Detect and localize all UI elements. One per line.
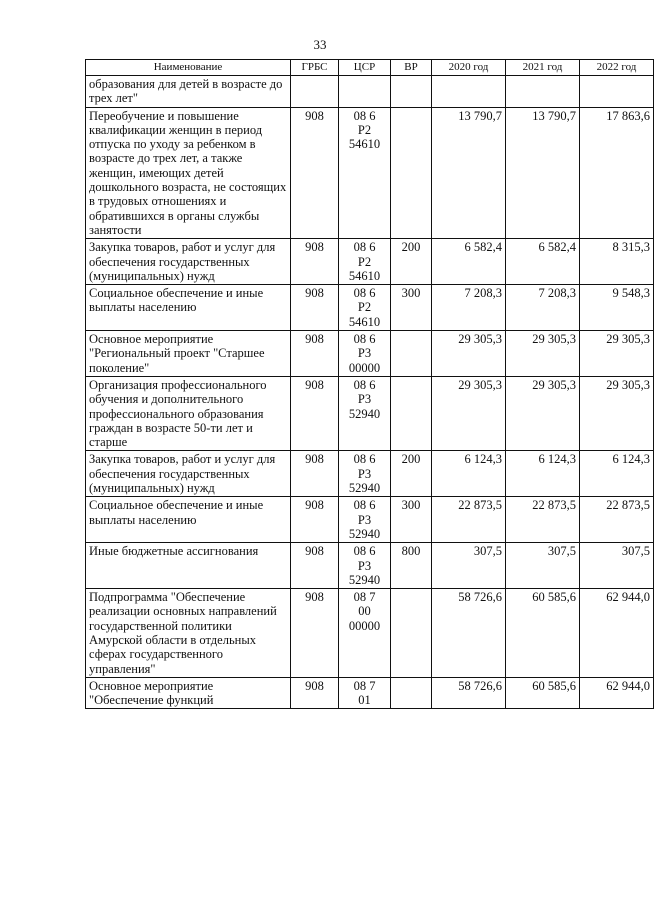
row-csr [339,677,391,709]
header-vr: ВР [391,60,432,76]
row-2020: 307,5 [432,543,506,589]
row-2021: 7 208,3 [506,285,580,331]
row-name: Социальное обеспечение и иные выплаты населению [86,285,291,331]
table-row [86,451,654,497]
row-csr-part: 08 7 [353,590,376,605]
row-csr [339,76,391,108]
row-csr [339,107,391,239]
row-csr [339,451,391,497]
table-row [86,589,654,678]
row-csr-part: 08 6 [353,544,376,559]
row-name: Организация профессионального обучения и дополнительного профессионального образования граждан в возрасте 50-ти лет и старше [86,376,291,450]
row-2021: 6 124,3 [506,451,580,497]
row-2020: 13 790,7 [432,107,506,239]
row-csr-part: 52940 [348,406,381,421]
row-csr-part: 52940 [348,526,381,541]
header-2022: 2022 год [580,60,654,76]
row-vr: 300 [391,497,432,543]
row-vr: 800 [391,543,432,589]
row-vr [391,76,432,108]
header-2021: 2021 год [506,60,580,76]
row-grbs: 908 [291,497,339,543]
row-csr-part: P2 [357,300,372,315]
row-csr-part: P3 [357,392,372,407]
table-row [86,107,654,239]
row-2021: 29 305,3 [506,376,580,450]
row-csr-part: 00 [358,604,371,619]
table-row [86,376,654,450]
row-csr-part: 08 6 [353,108,376,123]
row-2022: 29 305,3 [580,331,654,377]
table-row [86,76,654,108]
header-csr: ЦСР [339,60,391,76]
table-row [86,677,654,709]
row-2022: 62 944,0 [580,589,654,678]
row-2021: 60 585,6 [506,677,580,709]
row-2021: 29 305,3 [506,331,580,377]
row-csr [339,285,391,331]
row-csr-part: 00000 [348,618,381,633]
row-vr: 200 [391,239,432,285]
header-name: Наименование [86,60,291,76]
row-csr [339,543,391,589]
header-2020: 2020 год [432,60,506,76]
row-csr-part: 08 6 [353,332,376,347]
table-row [86,497,654,543]
table-header-row [86,60,654,76]
row-vr [391,677,432,709]
table-row [86,543,654,589]
table-row [86,239,654,285]
row-name: Переобучение и повышение квалификации женщин в период отпуска по уходу за ребенком в возрасте до трех лет, а также женщин, имеющих детей дошкольного возраста, не состоящих в трудовых отношениях и обратившихся в органы службы занятости [86,107,291,239]
row-csr-part: 54610 [348,314,381,329]
row-grbs: 908 [291,239,339,285]
table-row [86,285,654,331]
row-csr-part: P3 [357,512,372,527]
row-grbs: 908 [291,331,339,377]
row-grbs: 908 [291,589,339,678]
row-2022: 17 863,6 [580,107,654,239]
row-csr-part: P3 [357,466,372,481]
row-csr [339,331,391,377]
row-2022: 6 124,3 [580,451,654,497]
row-2020: 6 124,3 [432,451,506,497]
row-grbs: 908 [291,376,339,450]
row-grbs: 908 [291,451,339,497]
row-2022: 29 305,3 [580,376,654,450]
row-2020: 58 726,6 [432,677,506,709]
table-row [86,331,654,377]
row-2020: 58 726,6 [432,589,506,678]
row-2020: 29 305,3 [432,376,506,450]
row-name: Закупка товаров, работ и услуг для обеспечения государственных (муниципальных) нужд [86,239,291,285]
row-vr: 200 [391,451,432,497]
budget-table [85,59,654,709]
row-name: Иные бюджетные ассигнования [86,543,291,589]
row-2021: 60 585,6 [506,589,580,678]
row-csr-part: 01 [358,693,371,708]
row-csr-part: 52940 [348,572,381,587]
row-csr-part: 08 7 [353,678,376,693]
row-vr [391,376,432,450]
row-2020 [432,76,506,108]
row-2021: 13 790,7 [506,107,580,239]
row-2021: 6 582,4 [506,239,580,285]
row-csr-part: 52940 [348,481,381,496]
row-csr-part: P3 [357,558,372,573]
row-csr-part: 08 6 [353,240,376,255]
row-2021: 22 873,5 [506,497,580,543]
row-grbs: 908 [291,677,339,709]
row-2020: 6 582,4 [432,239,506,285]
row-grbs: 908 [291,285,339,331]
row-grbs: 908 [291,543,339,589]
row-2020: 22 873,5 [432,497,506,543]
row-2022: 8 315,3 [580,239,654,285]
row-vr [391,331,432,377]
row-2022: 9 548,3 [580,285,654,331]
row-csr [339,376,391,450]
row-vr [391,589,432,678]
row-csr [339,589,391,678]
row-csr-part: 54610 [348,268,381,283]
row-2022: 307,5 [580,543,654,589]
row-name: Подпрограмма "Обеспечение реализации основных направлений государственной политики Амурской области в отдельных сферах государственного управления" [86,589,291,678]
row-2022: 22 873,5 [580,497,654,543]
row-2022: 62 944,0 [580,677,654,709]
row-csr-part: P2 [357,254,372,269]
row-csr [339,239,391,285]
row-csr-part: 00000 [348,360,381,375]
row-2022 [580,76,654,108]
row-2020: 29 305,3 [432,331,506,377]
row-2021 [506,76,580,108]
row-csr-part: P3 [357,346,372,361]
row-csr-part: 08 6 [353,377,376,392]
row-2020: 7 208,3 [432,285,506,331]
row-csr-part: 08 6 [353,286,376,301]
row-vr: 300 [391,285,432,331]
row-name: Основное мероприятие "Обеспечение функций [86,677,291,709]
page-number: 33 [313,37,327,52]
row-grbs [291,76,339,108]
header-grbs: ГРБС [291,60,339,76]
row-name: образования для детей в возрасте до трех лет" [86,76,291,108]
row-vr [391,107,432,239]
row-grbs: 908 [291,107,339,239]
row-name: Закупка товаров, работ и услуг для обеспечения государственных (муниципальных) нужд [86,451,291,497]
row-csr-part: 54610 [348,137,381,152]
row-name: Социальное обеспечение и иные выплаты населению [86,497,291,543]
row-csr [339,497,391,543]
row-csr-part: 08 6 [353,452,376,467]
row-2021: 307,5 [506,543,580,589]
row-csr-part: P2 [357,122,372,137]
row-csr-part: 08 6 [353,498,376,513]
row-name: Основное мероприятие "Региональный проект "Старшее поколение" [86,331,291,377]
